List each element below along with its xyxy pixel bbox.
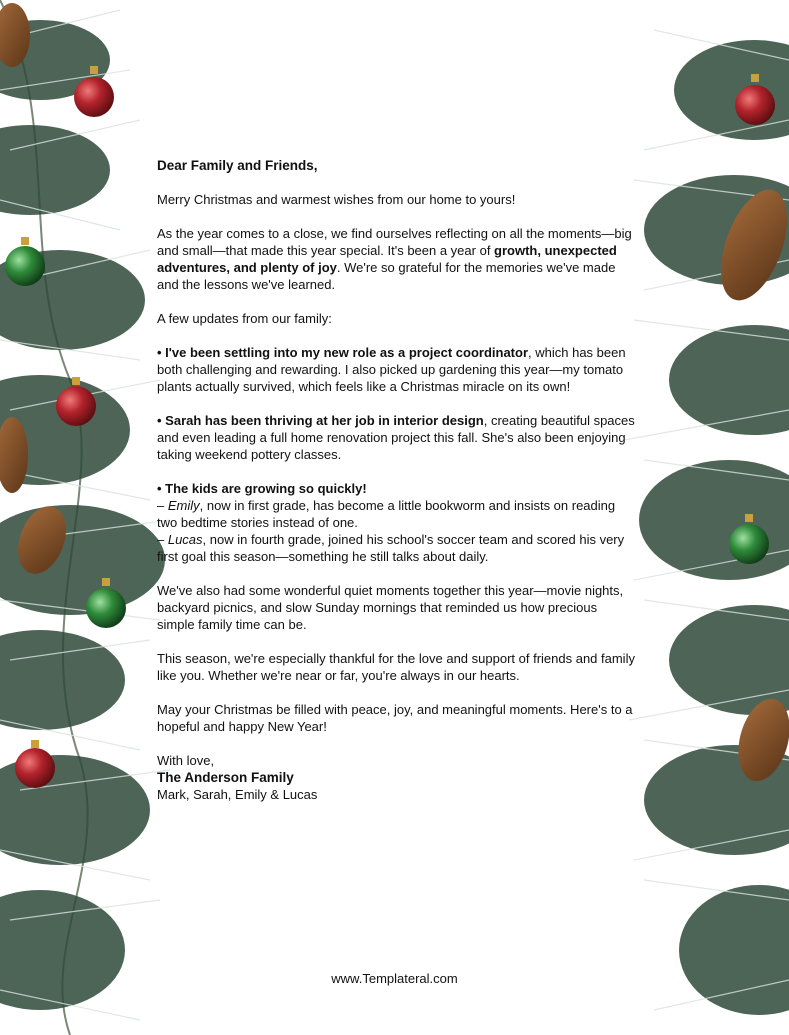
signature-family: The Anderson Family [157,770,294,785]
updates-intro: A few updates from our family: [157,311,332,326]
reflection-text: As the year comes to a close, we find ourselves reflecting on all the moments—big and small—that made this year special. It's been a year of [157,226,632,258]
update-work-text: , which has been both challenging and rewarding. I also picked up gardening this year—my tomato plants actually survived, which feels like a Christmas miracle on its own! [157,345,626,394]
paragraph-thankful: This season, we're especially thankful for the love and support of friends and family like you. Whether we're near or far, you're always in our hearts. [157,651,635,683]
paragraph-wishes: May your Christmas be filled with peace, joy, and meaningful moments. Here's to a hopeful and happy New Year! [157,702,633,734]
paragraph-merry-christmas: Merry Christmas and warmest wishes from our home to yours! [157,192,516,207]
update-kids-heading: • The kids are growing so quickly! [157,481,367,496]
kid-dash: – [157,532,168,547]
update-kid-lucas [157,531,637,565]
kid-name-lucas: Lucas [167,532,203,547]
kid-emily-text: , now in first grade, has become a little bookworm and insists on reading two bedtime stories instead of one. [157,498,616,530]
kid-lucas-text: , now in fourth grade, joined his school's soccer team and scored his very first goal this season—something he still talks about daily. [157,532,625,564]
footer-website[interactable]: www.Templateral.com [331,971,458,986]
pine-garland-right [614,0,789,1035]
letter-body [157,157,637,803]
kid-dash: – [157,498,168,513]
paragraph-reflection [157,225,637,293]
update-item-sarah [157,412,637,463]
update-item-work [157,344,637,395]
signature-names: Mark, Sarah, Emily & Lucas [157,787,318,802]
paragraph-quiet-moments: We've also had some wonderful quiet moments together this year—movie nights, backyard picnics, and slow Sunday mornings that reminded us how precious simple family time can be. [157,583,624,632]
update-sarah-heading: • Sarah has been thriving at her job in interior design [157,413,484,428]
reflection-highlight: growth, unexpected adventures, and plenty of joy [157,243,617,275]
update-kid-emily [157,497,637,531]
closing: With love, [157,753,215,768]
reflection-text-end: . We're so grateful for the memories we've made and the lessons we've learned. [157,260,616,292]
kid-name-emily: Emily [167,498,200,513]
update-sarah-text: , creating beautiful spaces and even leading a full home renovation project this fall. She's also been enjoying taking weekend pottery classes. [157,413,635,462]
greeting: Dear Family and Friends, [157,158,318,173]
update-work-heading: • I've been settling into my new role as a project coordinator [157,345,529,360]
